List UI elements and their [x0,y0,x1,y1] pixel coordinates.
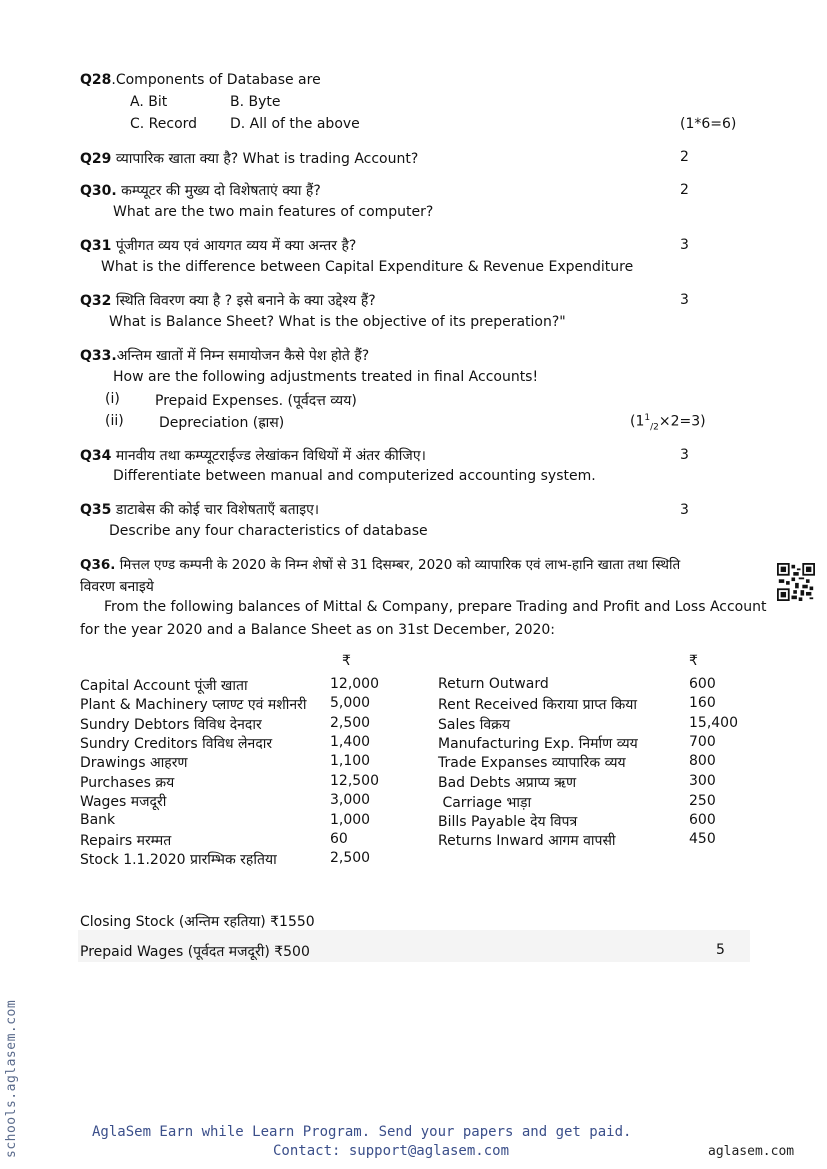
question-text-continued: विवरण बनाइये [80,579,154,595]
balance-value: 160 [689,695,716,711]
item-number: (i) [105,391,120,407]
balance-value: 15,400 [689,715,738,731]
balance-label: Sundry Debtors विविध देनदार [80,717,262,733]
option-b: B. Byte [230,94,281,110]
question-text: मानवीय तथा कम्प्यूटराईज्ड लेखांकन विधियों में अंतर कीजिए। [111,448,426,464]
balance-label: Bills Payable देय विपत्र [438,814,578,830]
side-watermark: schools.aglasem.com [4,999,19,1158]
currency-header-left: ₹ [342,653,351,669]
balance-value: 60 [330,831,348,847]
question-text-english: What are the two main features of computer? [113,204,434,220]
marks: (1*6=6) [680,116,737,132]
question-number: Q32 [80,293,112,309]
marks: 2 [680,149,689,165]
marks [630,413,706,432]
prepaid-wages: Prepaid Wages (पूर्वदत मजदूरी) ₹500 [80,944,310,960]
marks: 3 [680,447,689,463]
balance-label: Sales विक्रय [438,717,510,733]
question-text: डाटाबेस की कोई चार विशेषताएँ बताइए। [111,502,320,518]
question-text-english: From the following balances of Mittal & Company, prepare Trading and Profit and Loss Account [104,599,767,615]
question-number: Q31 [80,238,112,254]
marks: 3 [680,292,689,308]
question-text: स्थिति विवरण क्या है ? इसे बनाने के क्या उद्देश्य हैं? [111,293,376,309]
question-text: कम्प्यूटर की मुख्य दो विशेषताएं क्या हैं? [116,183,321,199]
balance-label: Manufacturing Exp. निर्माण व्यय [438,736,638,752]
balance-value: 5,000 [330,695,371,711]
balance-value: 12,000 [330,676,379,692]
question-text-english: What is the difference between Capital Expenditure & Revenue Expenditure [101,259,634,275]
balance-label: Trade Expanses व्यापारिक व्यय [438,755,626,771]
question-text-english: for the year 2020 and a Balance Sheet as on 31st December, 2020: [80,622,556,638]
balance-value: 250 [689,793,716,809]
balance-label: Returns Inward आगम वापसी [438,833,616,849]
footer-contact[interactable]: Contact: support@aglasem.com [273,1143,510,1159]
question-number: Q28 [80,72,112,88]
balance-value: 450 [689,831,716,847]
balance-value: 1,000 [330,812,371,828]
question-text: पूंजीगत व्यय एवं आयगत व्यय में क्या अन्तर है? [111,238,357,254]
balance-value: 600 [689,676,716,692]
option-c: C. Record [130,116,198,132]
balance-label: Capital Account पूंजी खाता [80,678,248,694]
balance-value: 600 [689,812,716,828]
question-31 [80,236,356,255]
balance-value: 300 [689,773,716,789]
question-text-english: How are the following adjustments treated in final Accounts! [113,369,539,385]
marks-sup: 1 [644,413,651,423]
balance-value: 700 [689,734,716,750]
question-number: Q29 [80,151,112,167]
qr-code-icon [777,563,815,601]
question-text: मित्तल एण्ड कम्पनी के 2020 के निम्न शेषों से 31 दिसम्बर, 2020 को व्यापारिक एवं लाभ-हानि खाता तथा स्थिति [115,557,681,573]
balance-label: Carriage भाड़ा [438,795,532,811]
marks: 3 [680,237,689,253]
question-28 [80,72,321,88]
question-text-english: What is Balance Sheet? What is the objective of its preperation?" [109,314,566,330]
option-a: A. Bit [130,94,168,110]
balance-label: Rent Received किराया प्राप्त किया [438,697,638,713]
balance-label: Sundry Creditors विविध लेनदार [80,736,273,752]
question-number: Q30. [80,183,117,199]
footer-line-1: AglaSem Earn while Learn Program. Send your papers and get paid. [92,1124,632,1140]
balance-value: 800 [689,753,716,769]
question-number: Q34 [80,448,112,464]
balance-label: Plant & Machinery प्लाण्ट एवं मशीनरी [80,697,307,713]
balance-value: 12,500 [330,773,379,789]
item-text: Depreciation (ह्रास) [159,415,285,431]
marks: 2 [680,182,689,198]
balance-label: Bank [80,812,116,828]
question-number: Q33. [80,348,117,364]
question-29 [80,149,418,168]
balance-label: Stock 1.1.2020 प्रारम्भिक रहतिया [80,852,277,868]
balance-label: Repairs मरम्मत [80,833,172,849]
question-35 [80,500,319,519]
item-number: (ii) [105,413,124,429]
option-d: D. All of the above [230,116,360,132]
question-text: .Components of Database are [111,72,321,88]
balance-value: 1,400 [330,734,371,750]
marks-sub: /2 [650,422,659,433]
marks-open: (1 [630,413,645,430]
question-text-english: Describe any four characteristics of database [109,523,428,539]
balance-value: 3,000 [330,792,371,808]
balance-label: Purchases क्रय [80,775,175,791]
question-32 [80,291,376,310]
marks: 3 [680,502,689,518]
question-36 [80,555,680,573]
footer-brand[interactable]: aglasem.com [708,1144,795,1159]
question-33 [80,346,369,365]
balance-value: 2,500 [330,850,371,866]
balance-label: Bad Debts अप्राप्य ऋण [438,775,577,791]
balance-label: Wages मजदूरी [80,794,167,810]
question-number: Q35 [80,502,112,518]
question-text-english: Differentiate between manual and computerized accounting system. [113,468,596,484]
balance-value: 2,500 [330,715,371,731]
question-text: अन्तिम खातों में निम्न समायोजन कैसे पेश होते हैं? [116,348,370,364]
closing-stock: Closing Stock (अन्तिम रहतिया) ₹1550 [80,914,315,930]
question-number: Q36. [80,557,116,573]
currency-header-right: ₹ [689,653,698,669]
balance-value: 1,100 [330,753,371,769]
balance-label: Drawings आहरण [80,755,188,771]
balance-label: Return Outward [438,676,549,692]
marks: 5 [716,942,725,958]
question-30 [80,181,321,200]
question-34 [80,446,426,465]
question-text: व्यापारिक खाता क्या है? What is trading Account? [111,151,419,167]
item-text: Prepaid Expenses. (पूर्वदत्त व्यय) [155,393,357,409]
marks-tail: ×2=3) [658,413,706,430]
